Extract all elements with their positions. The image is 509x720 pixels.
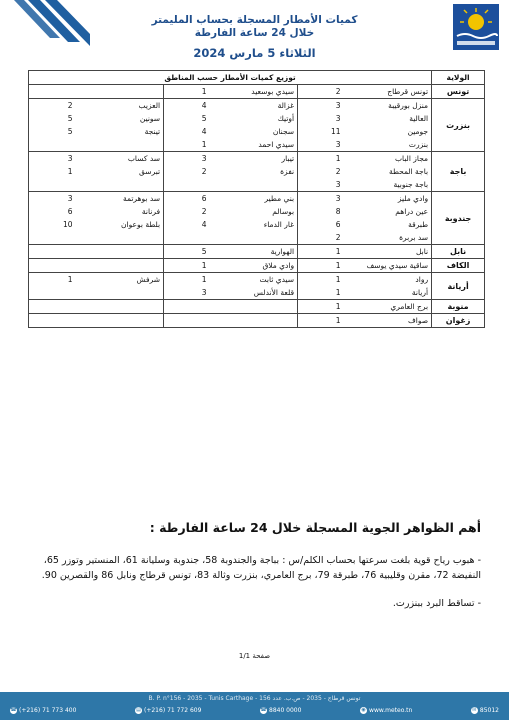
station-name: العالية	[344, 112, 432, 125]
table-row	[29, 286, 485, 300]
rainfall-value: 3	[298, 112, 344, 125]
station-name: ساقية سيدي يوسف	[344, 259, 432, 273]
station-name: سجنان	[210, 125, 298, 138]
station-name: وادي مليز	[344, 192, 432, 206]
rainfall-value: 4	[164, 125, 210, 138]
column-header-region: الولاية	[432, 71, 485, 85]
rainfall-value: 1	[298, 152, 344, 166]
footer-bar	[0, 692, 509, 720]
rainfall-table	[28, 70, 485, 328]
phone-icon: ☎	[10, 707, 17, 713]
fax-icon: ▤	[136, 707, 141, 713]
rainfall-value: 1	[164, 273, 210, 287]
rainfall-value	[29, 300, 76, 314]
station-name: الهوارية	[210, 245, 298, 259]
table-row	[29, 192, 485, 206]
rainfall-value: 5	[29, 112, 76, 125]
governorate-cell: الكاف	[432, 259, 485, 273]
station-name: بوسالم	[210, 205, 298, 218]
station-name: سيدي بوسعيد	[210, 85, 298, 99]
report-date: الثلاثاء 5 مارس 2024	[193, 46, 316, 60]
table-row	[29, 85, 485, 99]
footer-address: B. P. n°156 - 2035 - Tunis Carthage - تونس قرطاج - 2035 - ص.ب. عدد 156	[148, 695, 361, 702]
rainfall-value	[164, 231, 210, 245]
rainfall-value: 4	[164, 218, 210, 231]
rainfall-value: 1	[29, 273, 76, 287]
rainfall-value: 8	[298, 205, 344, 218]
station-name: نابل	[344, 245, 432, 259]
rainfall-value	[29, 138, 76, 152]
footer-contact-text: (+216) 71 773 400	[19, 707, 77, 714]
station-name: سد بربرة	[344, 231, 432, 245]
station-name: تبرسق	[76, 165, 164, 178]
rainfall-value: 2	[298, 165, 344, 178]
rainfall-value	[29, 85, 76, 99]
footer-contact-text: 8840 0000	[269, 707, 302, 714]
station-name: طبرقة	[344, 218, 432, 231]
rainfall-value: 3	[29, 152, 76, 166]
web-icon: ◉	[361, 707, 366, 713]
rainfall-value: 6	[164, 192, 210, 206]
station-name	[76, 314, 164, 328]
rainfall-value	[29, 286, 76, 300]
rainfall-value: 3	[298, 138, 344, 152]
station-name: سد بوهرتمة	[76, 192, 164, 206]
footer-contact	[135, 707, 201, 714]
table-row	[29, 231, 485, 245]
footer-contacts	[10, 707, 499, 714]
page-number: صفحة 1/1	[238, 652, 271, 660]
station-name	[76, 178, 164, 192]
station-name: برج العامري	[344, 300, 432, 314]
station-name: سيدي احمد	[210, 138, 298, 152]
station-name	[76, 300, 164, 314]
station-name: غزالة	[210, 99, 298, 113]
station-name: شرفش	[76, 273, 164, 287]
station-name	[76, 245, 164, 259]
phenomena-item-hail: - تساقط البرد ببنزرت.	[392, 598, 481, 609]
phenomena-title: أهم الظواهر الجوية المسجلة خلال 24 ساعة الفارطة :	[149, 520, 481, 535]
rainfall-value: 3	[164, 152, 210, 166]
table-row	[29, 218, 485, 231]
station-name	[76, 231, 164, 245]
station-name	[210, 300, 298, 314]
rainfall-value: 3	[298, 192, 344, 206]
station-name: سونين	[76, 112, 164, 125]
table-row	[29, 138, 485, 152]
station-name: باجة جنوبية	[344, 178, 432, 192]
rainfall-value	[164, 314, 210, 328]
report-subtitle: خلال 24 ساعة الفارطة	[194, 27, 315, 39]
rainfall-value: 1	[298, 259, 344, 273]
rainfall-value: 10	[29, 218, 76, 231]
station-name	[210, 178, 298, 192]
column-header-distribution: توزيع كميات الأمطار حسب المناطق	[29, 71, 432, 85]
station-name: نفزة	[210, 165, 298, 178]
governorate-cell: منوبة	[432, 300, 485, 314]
table-row	[29, 300, 485, 314]
rainfall-value	[29, 245, 76, 259]
rainfall-value: 2	[29, 99, 76, 113]
station-name: سيدي ثابت	[210, 273, 298, 287]
footer-contact-text: (+216) 71 772 609	[144, 707, 202, 714]
rainfall-value: 3	[298, 178, 344, 192]
station-name: صواف	[344, 314, 432, 328]
report-title: كميات الأمطار المسجلة بحساب المليمتر	[151, 14, 358, 26]
station-name	[210, 314, 298, 328]
sms-icon: ✉	[472, 707, 477, 713]
footer-contact	[260, 707, 301, 714]
governorate-cell: أريانة	[432, 273, 485, 300]
footer-contact	[471, 707, 499, 714]
station-name: أوتيك	[210, 112, 298, 125]
governorate-cell: زغوان	[432, 314, 485, 328]
table-row	[29, 165, 485, 178]
station-name: العزيب	[76, 99, 164, 113]
station-name	[76, 85, 164, 99]
rainfall-value: 1	[164, 259, 210, 273]
rainfall-value: 3	[298, 99, 344, 113]
rainfall-value: 5	[29, 125, 76, 138]
rainfall-value	[29, 314, 76, 328]
footer-contact	[360, 707, 412, 714]
rainfall-value: 2	[164, 205, 210, 218]
station-name: مجاز الباب	[344, 152, 432, 166]
rainfall-value: 3	[29, 192, 76, 206]
governorate-cell: جندوبة	[432, 192, 485, 245]
governorate-cell: نابل	[432, 245, 485, 259]
rainfall-value: 1	[298, 300, 344, 314]
station-name	[76, 138, 164, 152]
rainfall-value: 3	[164, 286, 210, 300]
rainfall-value: 4	[164, 99, 210, 113]
rainfall-value: 1	[298, 245, 344, 259]
phenomena-item-wind: - هبوب رياح قوية بلغت سرعتها بحساب الكلم/س : بباجة والجندوبة 58، جندوبة وسليانة 61، المنستير وتوزر 65، النفيضة 72، مقرن وقليبية 76، طبرقة 79، برج العامري، بنزرت وثالة 83، تونس قرطاج ونابل 86 والقصرين 90.	[41, 555, 481, 581]
table-row	[29, 99, 485, 113]
table-row	[29, 245, 485, 259]
station-name: منزل بورقيبة	[344, 99, 432, 113]
station-name: عين دراهم	[344, 205, 432, 218]
rainfall-value: 6	[298, 218, 344, 231]
rainfall-value: 5	[164, 112, 210, 125]
footer-contact-text: 85012	[479, 707, 499, 714]
station-name: غار الدماء	[210, 218, 298, 231]
table-row	[29, 259, 485, 273]
station-name: رواد	[344, 273, 432, 287]
table-row	[29, 178, 485, 192]
governorate-cell: باجة	[432, 152, 485, 192]
table-row	[29, 273, 485, 287]
governorate-cell: بنزرت	[432, 99, 485, 152]
station-name: جومين	[344, 125, 432, 138]
governorate-cell: تونس	[432, 85, 485, 99]
rainfall-value: 2	[298, 85, 344, 99]
footer-contact-text: www.meteo.tn	[369, 707, 413, 714]
rainfall-value: 1	[298, 314, 344, 328]
rainfall-value	[164, 178, 210, 192]
rainfall-value: 1	[29, 165, 76, 178]
rainfall-value	[164, 300, 210, 314]
table-row	[29, 112, 485, 125]
rainfall-value	[29, 178, 76, 192]
station-name: باجة المحطة	[344, 165, 432, 178]
table-row	[29, 125, 485, 138]
station-name: أريانة	[344, 286, 432, 300]
table-row	[29, 314, 485, 328]
station-name: فرنانة	[76, 205, 164, 218]
rainfall-value: 1	[164, 85, 210, 99]
rainfall-value: 5	[164, 245, 210, 259]
footer-contact	[10, 707, 76, 714]
station-name: وادي ملاق	[210, 259, 298, 273]
station-name: سد كساب	[76, 152, 164, 166]
table-row	[29, 152, 485, 166]
rainfall-value	[29, 231, 76, 245]
station-name: بني مطير	[210, 192, 298, 206]
station-name: بلطة بوعوان	[76, 218, 164, 231]
rainfall-value: 1	[298, 273, 344, 287]
rainfall-value	[29, 259, 76, 273]
rainfall-value: 1	[298, 286, 344, 300]
phone-icon: ☎	[260, 707, 267, 713]
station-name	[76, 259, 164, 273]
table-row	[29, 205, 485, 218]
station-name: تينجة	[76, 125, 164, 138]
rainfall-value: 1	[164, 138, 210, 152]
station-name	[210, 231, 298, 245]
rainfall-value: 2	[164, 165, 210, 178]
rainfall-value: 11	[298, 125, 344, 138]
station-name: قلعة الأندلس	[210, 286, 298, 300]
station-name: تونس قرطاج	[344, 85, 432, 99]
station-name: بنزرت	[344, 138, 432, 152]
rainfall-value: 2	[298, 231, 344, 245]
station-name: تيبار	[210, 152, 298, 166]
station-name	[76, 286, 164, 300]
rainfall-value: 6	[29, 205, 76, 218]
